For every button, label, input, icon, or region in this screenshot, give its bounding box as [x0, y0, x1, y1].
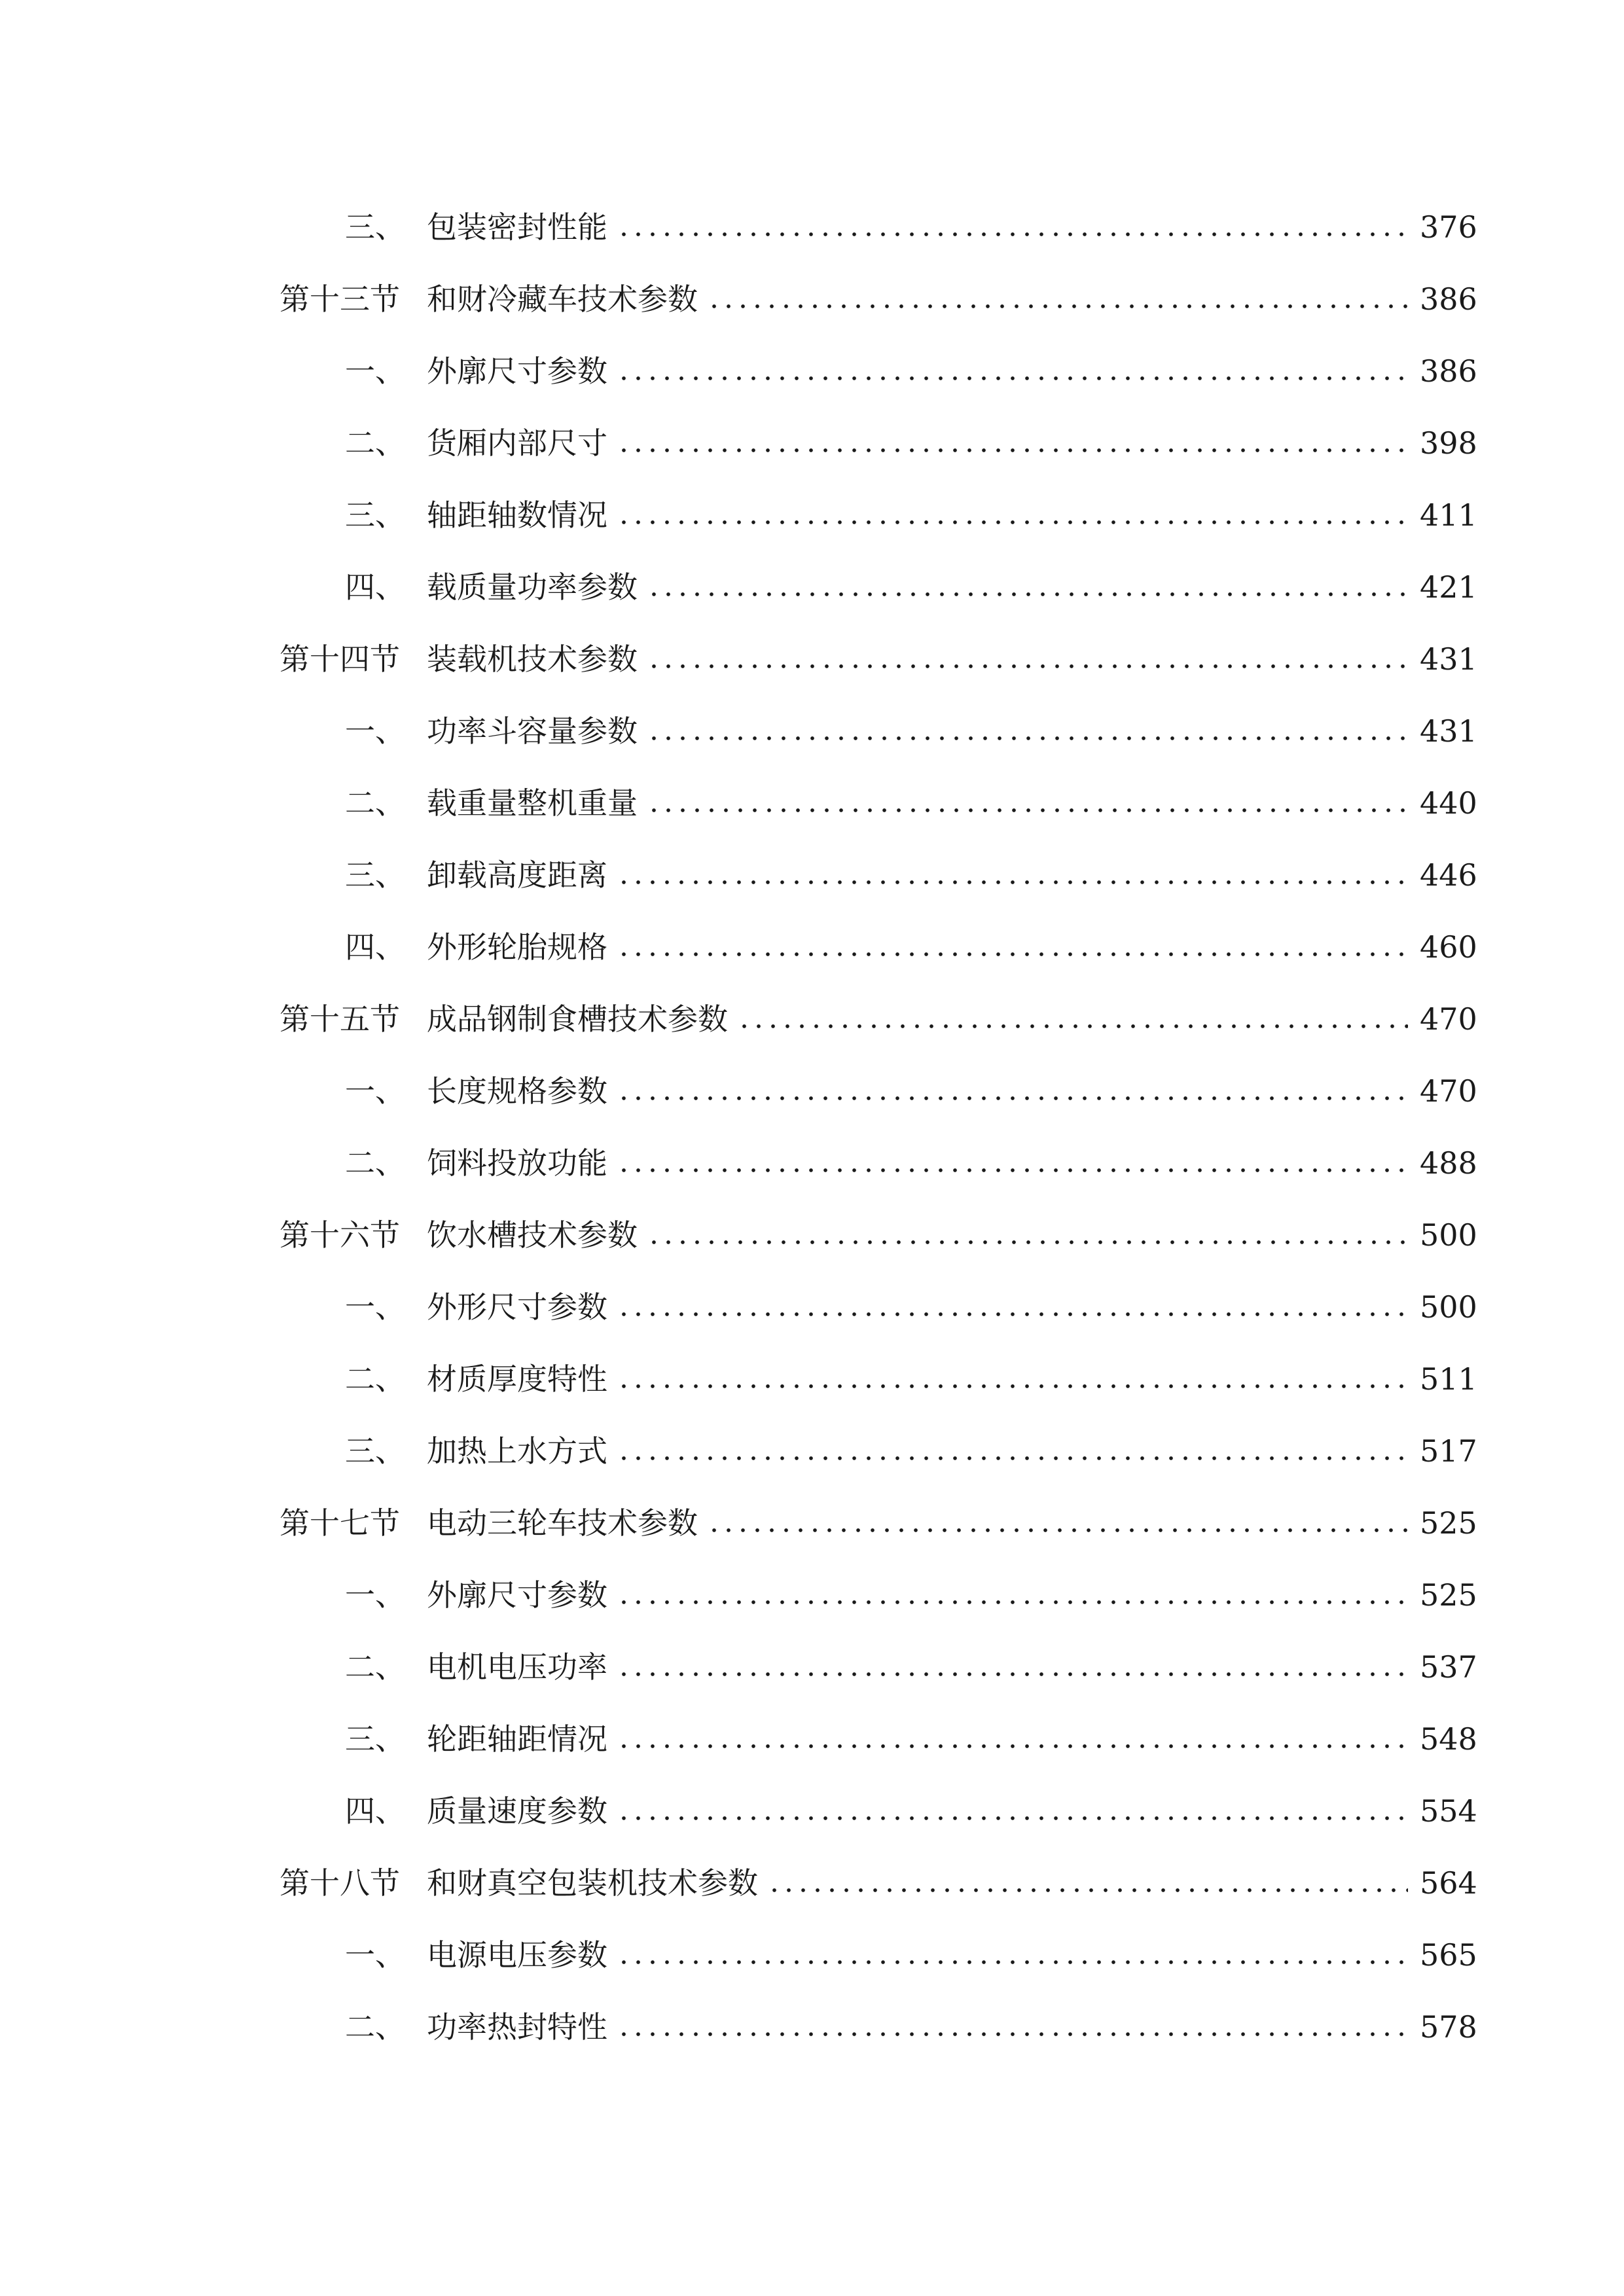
toc-entry-number: 三、: [345, 1721, 405, 1757]
toc-entry-title: 包装密封性能: [427, 209, 607, 245]
toc-entry-page: 398: [1420, 425, 1477, 461]
toc-entry[interactable]: [0, 1343, 1624, 1415]
toc-entry-page: 525: [1420, 1577, 1477, 1613]
toc-entry-page: 578: [1420, 2009, 1477, 2045]
toc-entry[interactable]: [0, 1991, 1624, 2063]
toc-entry-page: 500: [1420, 1289, 1477, 1325]
toc-section-title: 电动三轮车技术参数: [427, 1505, 698, 1541]
toc-entry-page: 460: [1420, 929, 1477, 965]
toc-entry-page: 488: [1420, 1145, 1477, 1181]
toc-entry-number: 四、: [345, 1793, 405, 1829]
dot-leader: [617, 1744, 1408, 1749]
dot-leader: [617, 880, 1408, 885]
toc-section-entry[interactable]: [0, 1199, 1624, 1271]
toc-entry-number: 一、: [345, 713, 405, 749]
toc-section-page: 564: [1420, 1865, 1477, 1901]
toc-entry-page: 470: [1420, 1073, 1477, 1109]
toc-section-entry[interactable]: [0, 623, 1624, 695]
toc-section-entry[interactable]: [0, 1847, 1624, 1919]
toc-entry-number: 二、: [345, 1649, 405, 1685]
toc-entry-number: 三、: [345, 1433, 405, 1469]
toc-entry[interactable]: [0, 1271, 1624, 1343]
toc-entry-title: 材质厚度特性: [427, 1361, 607, 1397]
dot-leader: [617, 952, 1408, 957]
dot-leader: [617, 520, 1408, 525]
toc-entry-number: 四、: [345, 569, 405, 605]
toc-entry-page: 554: [1420, 1793, 1477, 1829]
toc-entry[interactable]: [0, 1703, 1624, 1775]
toc-entry-page: 386: [1420, 353, 1477, 389]
toc-entry-number: 二、: [345, 785, 405, 821]
toc-entry-number: 二、: [345, 1145, 405, 1181]
toc-entry-page: 446: [1420, 857, 1477, 893]
toc-section-number: 第十四节: [280, 641, 400, 677]
toc-entry-title: 外形尺寸参数: [427, 1289, 607, 1325]
toc-entry-page: 431: [1420, 713, 1477, 749]
toc-entry[interactable]: [0, 1631, 1624, 1703]
toc-entry-title: 轴距轴数情况: [427, 497, 607, 533]
toc-entry-number: 三、: [345, 857, 405, 893]
toc-entry-number: 三、: [345, 497, 405, 533]
toc-entry[interactable]: [0, 1127, 1624, 1199]
dot-leader: [647, 664, 1408, 669]
toc-entry[interactable]: [0, 1415, 1624, 1487]
dot-leader: [617, 2032, 1408, 2037]
toc-entry-title: 卸载高度距离: [427, 857, 607, 893]
dot-leader: [617, 232, 1408, 237]
toc-entry[interactable]: [0, 407, 1624, 479]
toc-section-title: 和财真空包装机技术参数: [427, 1865, 758, 1901]
toc-section-page: 431: [1420, 641, 1477, 677]
toc-entry[interactable]: [0, 839, 1624, 911]
toc-entry-number: 二、: [345, 1361, 405, 1397]
dot-leader: [617, 1672, 1408, 1677]
toc-entry-number: 二、: [345, 2009, 405, 2045]
toc-entry-page: 517: [1420, 1433, 1477, 1469]
toc-entry-title: 长度规格参数: [427, 1073, 607, 1109]
toc-section-entry[interactable]: [0, 263, 1624, 335]
dot-leader: [617, 1960, 1408, 1965]
toc-entry[interactable]: [0, 335, 1624, 407]
toc-entry-number: 二、: [345, 425, 405, 461]
toc-section-number: 第十八节: [280, 1865, 400, 1901]
toc-entry[interactable]: [0, 767, 1624, 839]
toc-entry[interactable]: [0, 191, 1624, 263]
table-of-contents: [0, 191, 1624, 2063]
toc-entry-number: 三、: [345, 209, 405, 245]
toc-entry-title: 功率热封特性: [427, 2009, 607, 2045]
dot-leader: [647, 592, 1408, 597]
toc-section-page: 386: [1420, 281, 1477, 317]
toc-section-page: 470: [1420, 1001, 1477, 1037]
dot-leader: [647, 1240, 1408, 1245]
toc-entry-number: 一、: [345, 353, 405, 389]
dot-leader: [617, 376, 1408, 381]
toc-section-page: 500: [1420, 1217, 1477, 1253]
toc-entry-title: 外廓尺寸参数: [427, 1577, 607, 1613]
toc-section-entry[interactable]: [0, 983, 1624, 1055]
toc-entry-number: 一、: [345, 1937, 405, 1973]
toc-section-title: 和财冷藏车技术参数: [427, 281, 698, 317]
toc-entry-number: 一、: [345, 1577, 405, 1613]
toc-entry-number: 一、: [345, 1289, 405, 1325]
dot-leader: [767, 1888, 1408, 1893]
toc-section-page: 525: [1420, 1505, 1477, 1541]
toc-entry[interactable]: [0, 551, 1624, 623]
dot-leader: [647, 808, 1408, 813]
toc-entry-number: 一、: [345, 1073, 405, 1109]
toc-entry-page: 537: [1420, 1649, 1477, 1685]
toc-entry-title: 质量速度参数: [427, 1793, 607, 1829]
toc-entry[interactable]: [0, 1055, 1624, 1127]
toc-section-number: 第十六节: [280, 1217, 400, 1253]
toc-entry-title: 外廓尺寸参数: [427, 353, 607, 389]
toc-entry-page: 376: [1420, 209, 1477, 245]
toc-section-number: 第十五节: [280, 1001, 400, 1037]
dot-leader: [737, 1024, 1408, 1029]
toc-entry-title: 外形轮胎规格: [427, 929, 607, 965]
toc-entry-page: 440: [1420, 785, 1477, 821]
toc-entry-title: 电机电压功率: [427, 1649, 607, 1685]
toc-section-entry[interactable]: [0, 1487, 1624, 1559]
toc-entry-title: 载质量功率参数: [427, 569, 638, 605]
toc-entry-page: 565: [1420, 1937, 1477, 1973]
toc-entry-title: 货厢内部尺寸: [427, 425, 607, 461]
toc-entry-page: 411: [1420, 497, 1477, 533]
dot-leader: [617, 1168, 1408, 1173]
toc-entry-page: 511: [1420, 1361, 1477, 1397]
toc-entry[interactable]: [0, 695, 1624, 767]
toc-entry-page: 548: [1420, 1721, 1477, 1757]
dot-leader: [617, 1096, 1408, 1101]
toc-entry-number: 四、: [345, 929, 405, 965]
toc-section-number: 第十三节: [280, 281, 400, 317]
toc-entry-title: 加热上水方式: [427, 1433, 607, 1469]
toc-entry-title: 载重量整机重量: [427, 785, 638, 821]
dot-leader: [647, 736, 1408, 741]
toc-entry-title: 电源电压参数: [427, 1937, 607, 1973]
toc-entry[interactable]: [0, 479, 1624, 551]
dot-leader: [617, 1384, 1408, 1389]
dot-leader: [617, 1816, 1408, 1821]
toc-section-title: 饮水槽技术参数: [427, 1217, 638, 1253]
toc-section-number: 第十七节: [280, 1505, 400, 1541]
toc-entry[interactable]: [0, 911, 1624, 983]
dot-leader: [617, 448, 1408, 453]
dot-leader: [707, 304, 1408, 309]
toc-section-title: 装载机技术参数: [427, 641, 638, 677]
toc-entry[interactable]: [0, 1919, 1624, 1991]
toc-entry-title: 饲料投放功能: [427, 1145, 607, 1181]
dot-leader: [617, 1312, 1408, 1317]
toc-entry-title: 轮距轴距情况: [427, 1721, 607, 1757]
dot-leader: [617, 1600, 1408, 1605]
dot-leader: [707, 1528, 1408, 1533]
toc-entry[interactable]: [0, 1559, 1624, 1631]
toc-entry-page: 421: [1420, 569, 1477, 605]
dot-leader: [617, 1456, 1408, 1461]
toc-section-title: 成品钢制食槽技术参数: [427, 1001, 728, 1037]
toc-entry[interactable]: [0, 1775, 1624, 1847]
toc-entry-title: 功率斗容量参数: [427, 713, 638, 749]
